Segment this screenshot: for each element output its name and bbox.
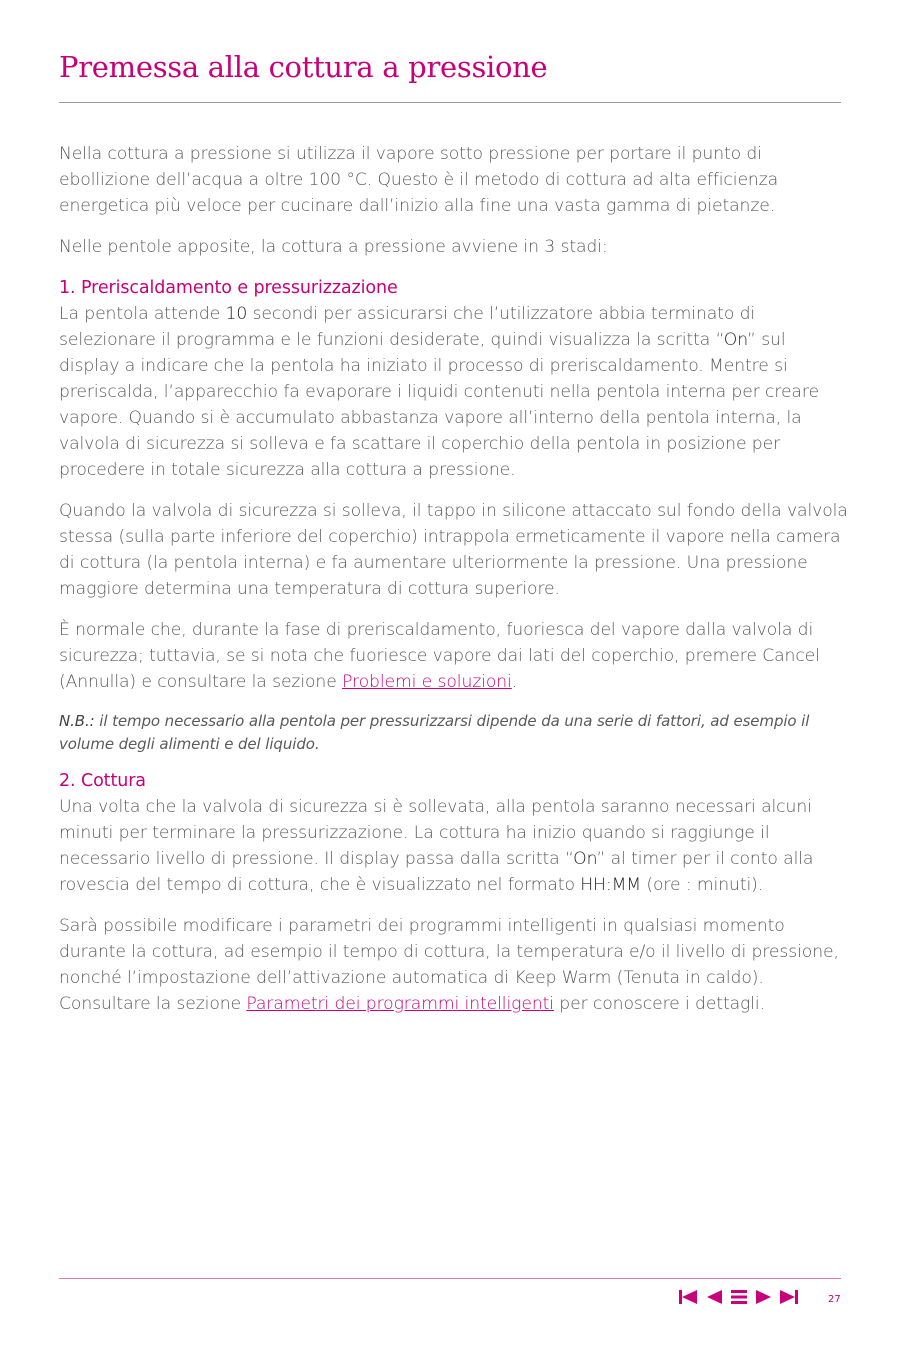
- cooking-paragraph: [59, 794, 849, 898]
- note-label: N.B.:: [59, 712, 95, 730]
- link-troubleshooting[interactable]: Problemi e soluzioni: [342, 672, 512, 692]
- text: .: [511, 672, 518, 692]
- previous-page-icon[interactable]: [707, 1289, 722, 1305]
- page-navigation: [679, 1289, 799, 1305]
- stages-intro: Nelle pentole apposite, la cottura a pressione avviene in 3 stadi:: [59, 237, 608, 257]
- footer-divider: [59, 1278, 841, 1279]
- text: per conoscere i dettagli.: [553, 994, 765, 1014]
- text: È normale che, durante la fase di preriscaldamento, fuoriesca del vapore dalla valvola di sicurezza; tuttavia, se si nota che fuoriesce vapore dai lati del coperchio, premere Cancel (Annulla) e consultare la sezione: [59, 620, 820, 692]
- on-display-text: On: [723, 330, 748, 350]
- contents-menu-icon[interactable]: [731, 1289, 747, 1305]
- last-page-icon[interactable]: [780, 1289, 799, 1305]
- title-divider: [59, 102, 841, 103]
- section-heading-preheating: 1. Preriscaldamento e pressurizzazione: [59, 278, 398, 298]
- text: ” al timer per il conto alla rovescia del tempo di cottura, che è visualizzato nel formato: [59, 849, 814, 895]
- seconds-value: 10: [225, 304, 248, 324]
- parameters-paragraph: [59, 913, 849, 1017]
- text: Una volta che la valvola di sicurezza si è sollevata, alla pentola saranno necessari alcuni minuti per terminare la pressurizzazione. La cottura ha inizio quando si raggiunge il necessario livello di pressione. Il display passa dalla scritta “: [59, 797, 812, 869]
- page-content: [59, 141, 849, 1032]
- note-text: il tempo necessario alla pentola per pressurizzarsi dipende da una serie di fattori, ad esempio il volume degli alimenti e del liquido.: [59, 712, 810, 753]
- text: La pentola attende: [59, 304, 226, 324]
- next-page-icon[interactable]: [756, 1289, 771, 1305]
- intro-paragraph: Nella cottura a pressione si utilizza il vapore sotto pressione per portare il punto di ebollizione dell’acqua a oltre 100 °C. Questo è il metodo di cottura ad alta efficienza energetica più veloce per cucinare dall’inizio alla fine una vasta gamma di pietanze.: [59, 144, 779, 216]
- preheating-paragraph: [59, 301, 849, 483]
- time-format: HH:MM: [580, 875, 642, 895]
- text: (ore : minuti).: [641, 875, 764, 895]
- note: [59, 710, 849, 756]
- section-heading-cooking: 2. Cottura: [59, 771, 146, 791]
- text: secondi per assicurarsi che l’utilizzatore abbia terminato di selezionare il programma e le funzioni desiderate, quindi visualizza la scritta “: [59, 304, 756, 350]
- valve-paragraph: Quando la valvola di sicurezza si solleva, il tappo in silicone attaccato sul fondo della valvola stessa (sulla parte inferiore del coperchio) intrappola ermeticamente il vapore nella camera di cottura (la pentola interna) e fa aumentare ulteriormente la pressione. Una pressione maggiore determina una temperatura di cottura superiore.: [59, 501, 848, 599]
- first-page-icon[interactable]: [679, 1289, 698, 1305]
- text: ” sul display a indicare che la pentola ha iniziato il processo di preriscaldamento. Mentre si preriscalda, l’apparecchio fa evaporare i liquidi contenuti nella pentola interna per creare vapore. Quando si è accumulato abbastanza vapore all’interno della pentola interna, la valvola di sicurezza si solleva e fa scattare il coperchio della pentola in posizione per procedere in totale sicurezza alla cottura a pressione.: [59, 330, 819, 480]
- page-title: Premessa alla cottura a pressione: [59, 50, 548, 84]
- text: Sarà possibile modificare i parametri dei programmi intelligenti in qualsiasi momento durante la cottura, ad esempio il tempo di cottura, la temperatura e/o il livello di pressione, nonché l’impostazione dell’attivazione automatica di Keep Warm (Tenuta in caldo). Consultare la sezione: [59, 916, 839, 1014]
- link-smart-program-parameters[interactable]: Parametri dei programmi intelligenti: [246, 994, 554, 1014]
- steam-paragraph: [59, 617, 849, 695]
- on-display-text: On: [573, 849, 597, 869]
- page-number: 27: [828, 1294, 841, 1305]
